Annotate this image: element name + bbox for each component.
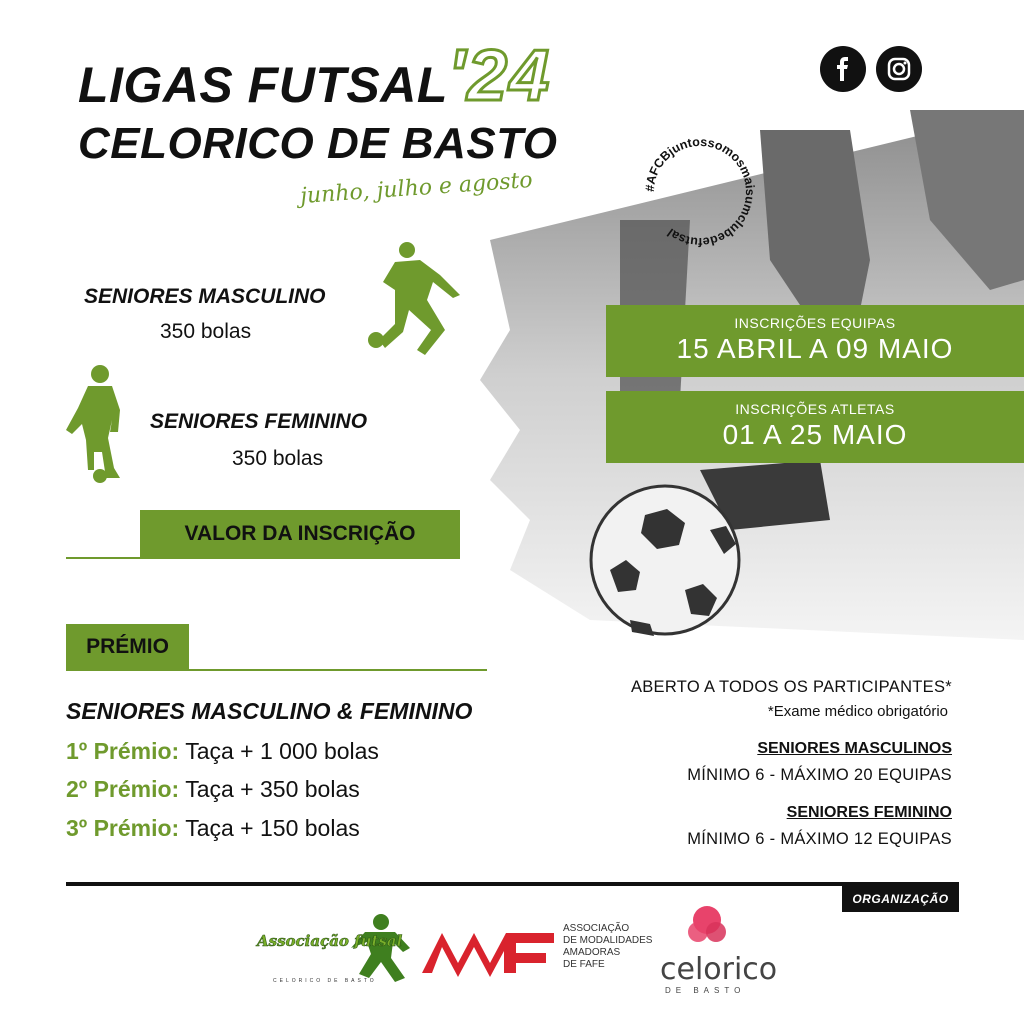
female-player-icon <box>60 360 130 485</box>
teams-label: INSCRIÇÕES EQUIPAS <box>734 315 896 331</box>
logo1-text: Associação futsal <box>257 932 403 950</box>
category-value-female: 350 bolas <box>232 447 324 470</box>
celorico-logo-text: celorico <box>660 952 778 987</box>
facebook-icon[interactable] <box>820 46 866 92</box>
prize-reward: Taça + 350 bolas <box>185 776 360 802</box>
prize-item <box>66 815 360 842</box>
title-line2: CELORICO DE BASTO <box>78 119 558 168</box>
athletes-banner <box>606 391 1024 463</box>
amaf-text: ASSOCIAÇÃO DE MODALIDADES AMADORAS DE FAFE <box>563 923 653 970</box>
prize-reward: Taça + 150 bolas <box>185 815 360 841</box>
svg-text:#AFCBjuntossomosmaisumclubedef <box>643 135 757 249</box>
male-teams-range: MÍNIMO 6 - MÁXIMO 20 EQUIPAS <box>687 766 952 784</box>
category-name-female: SENIORES FEMININO <box>150 410 368 433</box>
prize-item <box>66 776 360 803</box>
futsal-association-logo <box>255 908 415 988</box>
celorico-logo-sub: DE BASTO <box>665 986 746 995</box>
teams-dates: 15 ABRIL A 09 MAIO <box>676 333 954 364</box>
male-player-icon <box>365 240 465 360</box>
teams-banner <box>606 305 1024 377</box>
celorico-flower-logo <box>684 902 730 952</box>
amaf-logo <box>420 925 560 977</box>
footer-rule <box>66 882 959 886</box>
category-name-male: SENIORES MASCULINO <box>84 285 326 308</box>
hashtag-circle <box>640 132 760 252</box>
prize-label: PRÉMIO <box>66 624 189 670</box>
athletes-label: INSCRIÇÕES ATLETAS <box>735 401 895 417</box>
prize-place: 2º Prémio: <box>66 776 180 802</box>
medical-exam-note: *Exame médico obrigatório <box>767 703 948 720</box>
prize-item <box>66 738 379 765</box>
category-value-male: 350 bolas <box>160 320 252 343</box>
dates-script: junho, julho e agosto <box>299 167 534 210</box>
athletes-dates: 01 A 25 MAIO <box>722 419 908 450</box>
fee-label: VALOR DA INSCRIÇÃO <box>140 510 460 558</box>
fee-rule <box>66 557 460 559</box>
prize-place: 1º Prémio: <box>66 738 180 764</box>
prize-heading: SENIORES MASCULINO & FEMININO <box>66 698 473 724</box>
open-to-all: ABERTO A TODOS OS PARTICIPANTES* <box>630 678 952 696</box>
logo1-sub: CELORICO DE BASTO <box>273 978 377 984</box>
hashtag-text: #AFCBjuntossomosmaisumclubedefutsal <box>642 134 758 250</box>
prize-place: 3º Prémio: <box>66 815 180 841</box>
female-teams-range: MÍNIMO 6 - MÁXIMO 12 EQUIPAS <box>687 830 952 848</box>
prize-reward: Taça + 1 000 bolas <box>185 738 379 764</box>
instagram-icon[interactable] <box>876 46 922 92</box>
title-line1: LIGAS FUTSAL <box>78 57 448 113</box>
female-teams-heading: SENIORES FEMININO <box>786 804 952 821</box>
title-year: '24 <box>448 36 552 116</box>
male-teams-heading: SENIORES MASCULINOS <box>757 740 952 757</box>
prize-rule <box>66 669 487 671</box>
organization-label: ORGANIZAÇÃO <box>842 886 959 912</box>
